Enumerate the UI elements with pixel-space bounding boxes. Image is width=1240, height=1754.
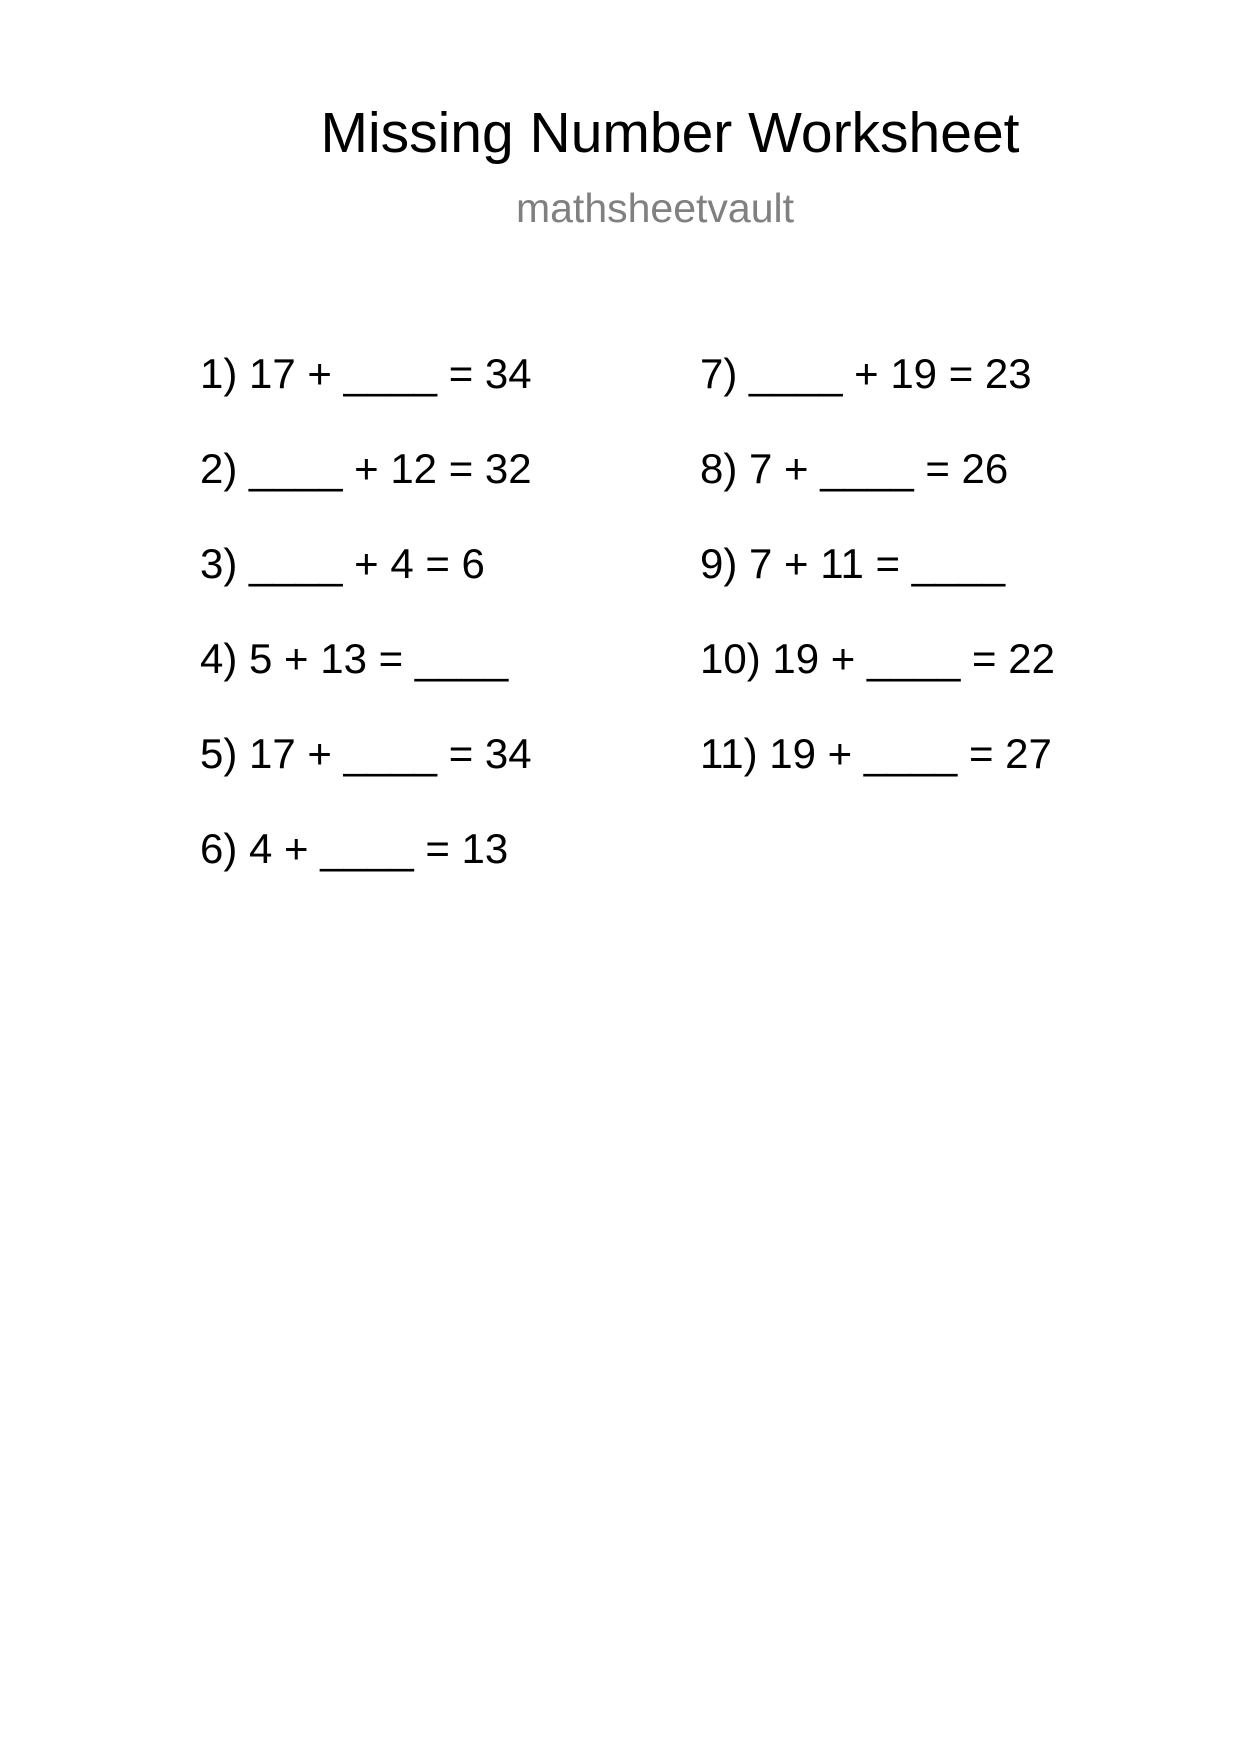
problem-5: 5) 17 + ____ = 34 <box>200 730 532 777</box>
worksheet-title: Missing Number Worksheet <box>320 101 1020 165</box>
worksheet-subtitle: mathsheetvault <box>515 185 795 231</box>
problem-7: 7) ____ + 19 = 23 <box>700 350 1032 397</box>
problems-column-right <box>700 350 1055 825</box>
problem-1: 1) 17 + ____ = 34 <box>200 350 532 397</box>
problem-8: 8) 7 + ____ = 26 <box>700 445 1009 492</box>
problem-3: 3) ____ + 4 = 6 <box>200 540 485 587</box>
problem-6: 6) 4 + ____ = 13 <box>200 825 509 872</box>
problem-10: 10) 19 + ____ = 22 <box>700 635 1055 682</box>
problem-11: 11) 19 + ____ = 27 <box>700 730 1052 777</box>
problem-2: 2) ____ + 12 = 32 <box>200 445 532 492</box>
problem-9: 9) 7 + 11 = ____ <box>700 540 1006 587</box>
problem-4: 4) 5 + 13 = ____ <box>200 635 509 682</box>
problems-column-left <box>200 350 532 920</box>
